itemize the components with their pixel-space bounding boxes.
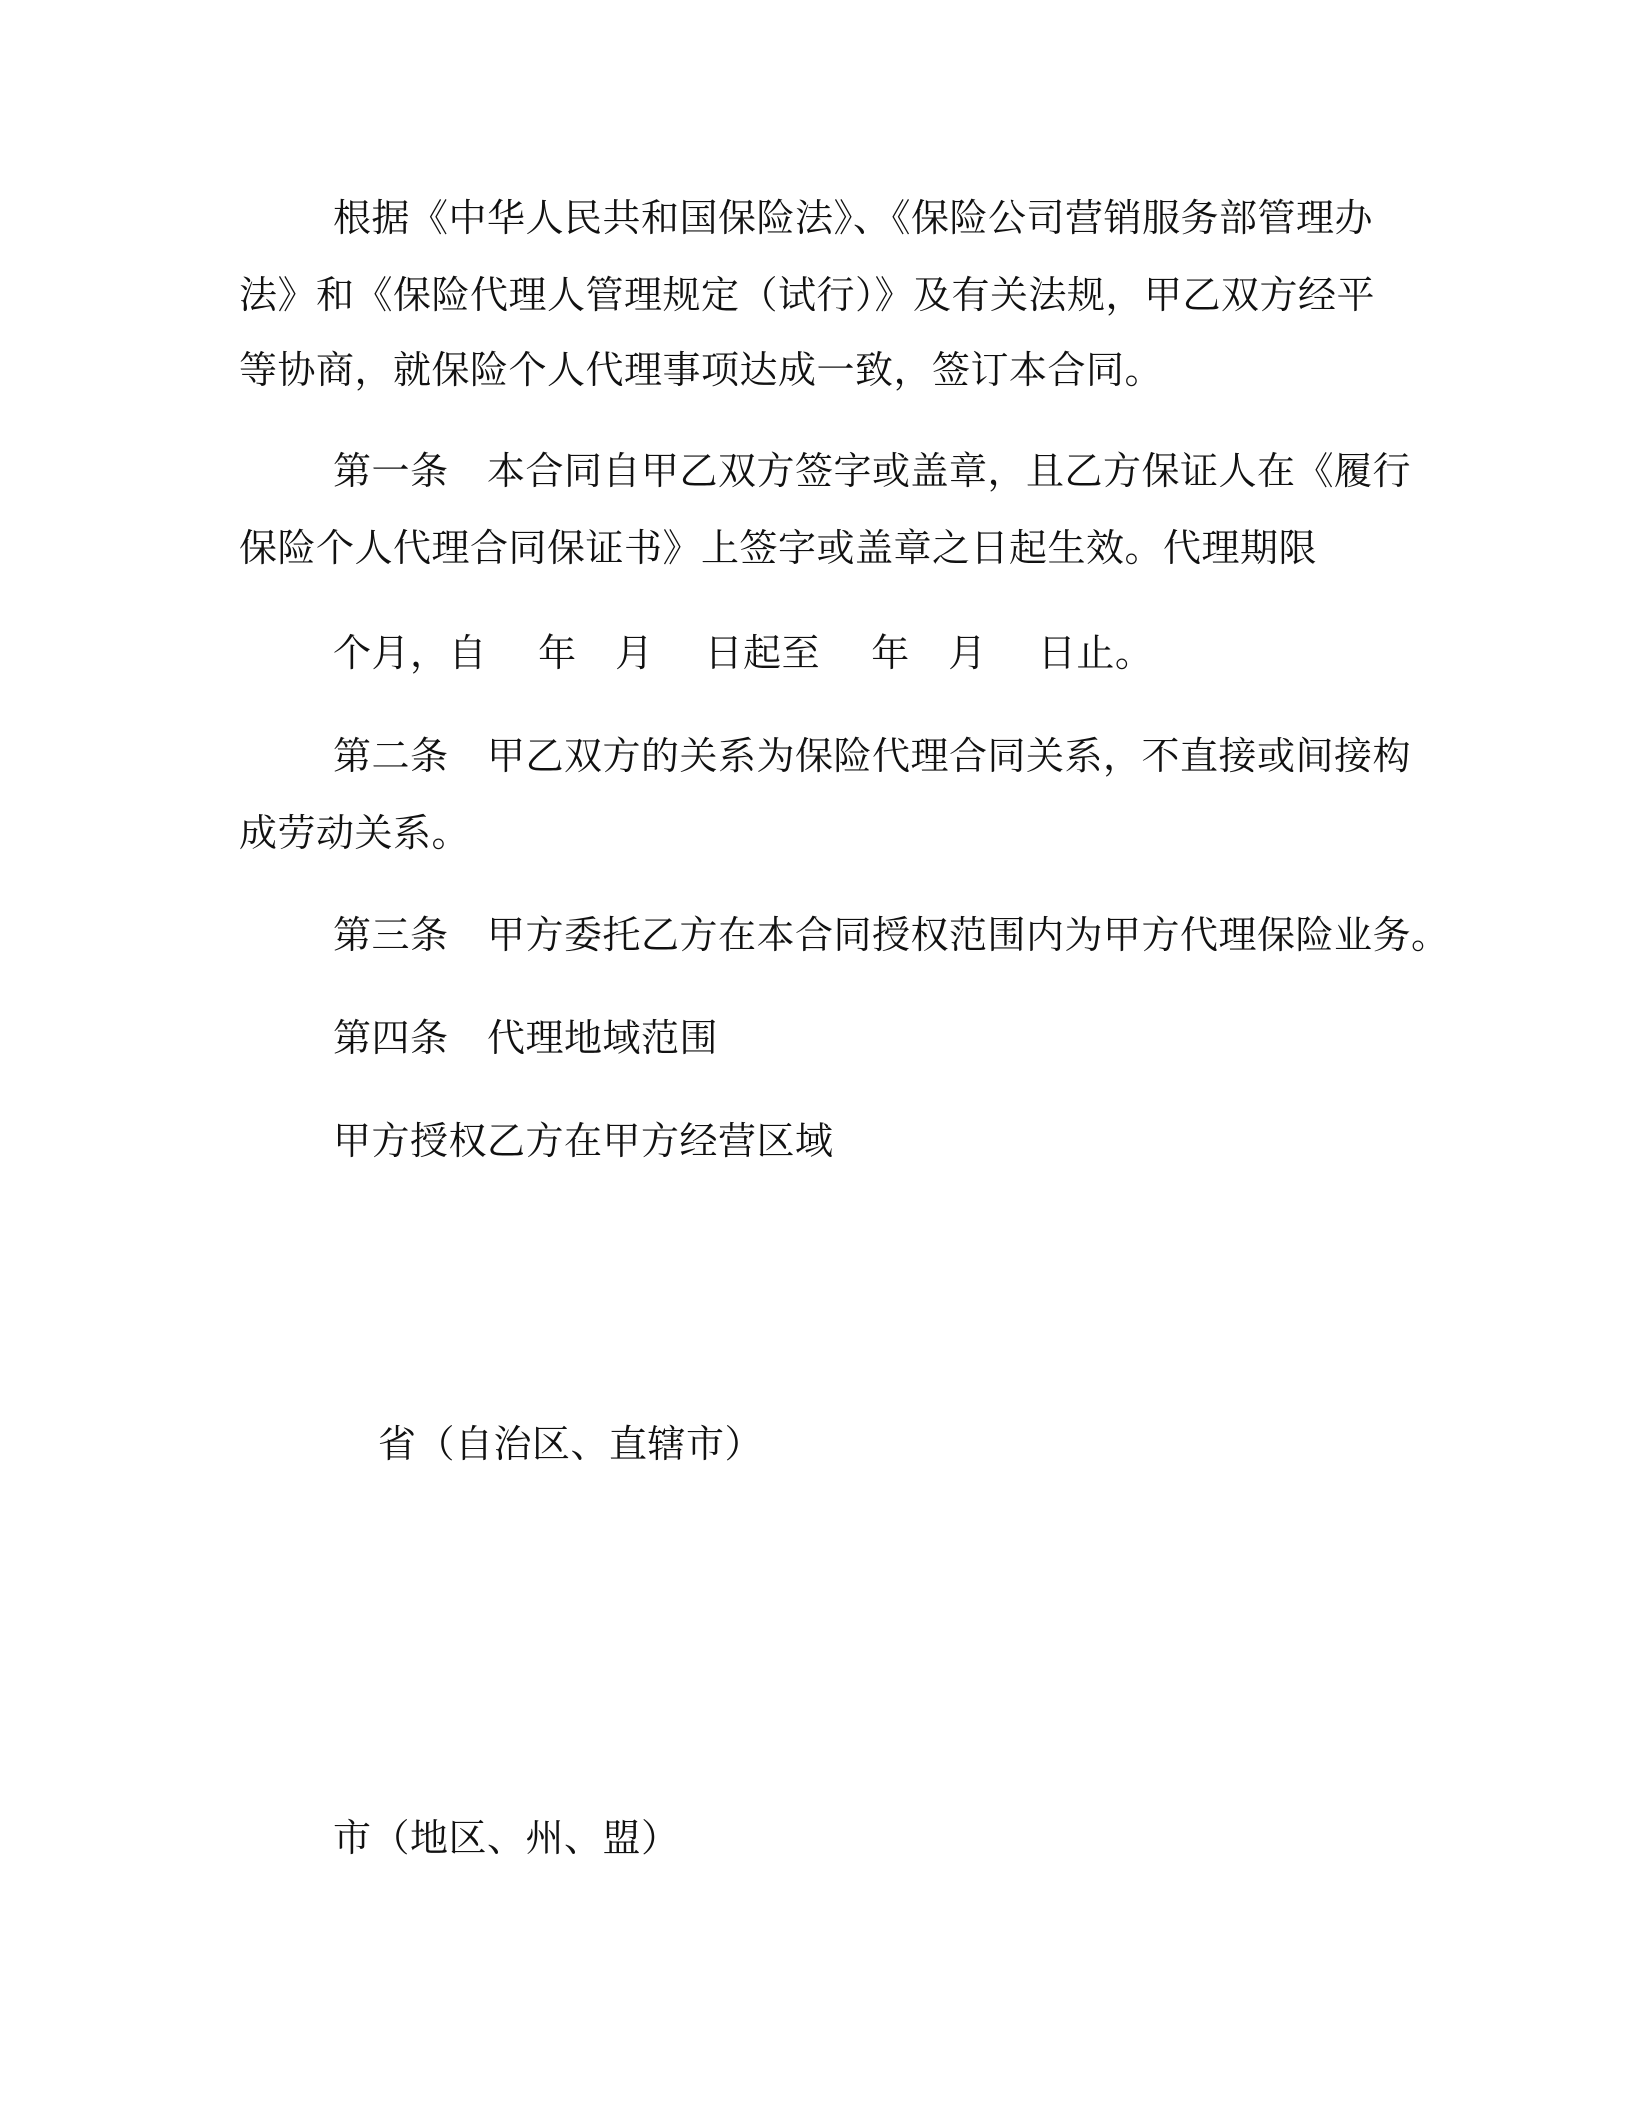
article-1-line-1: 第一条 本合同自甲乙双方签字或盖章，且乙方保证人在《履行 (333, 449, 1412, 493)
article-4-heading: 第四条 代理地域范围 (333, 1016, 719, 1060)
article-1-line-2: 保险个人代理合同保证书》上签字或盖章之日起生效。代理期限 (239, 526, 1318, 570)
article-2-line-1: 第二条 甲乙双方的关系为保险代理合同关系，不直接或间接构 (333, 734, 1412, 778)
preamble-line-3: 等协商，就保险个人代理事项达成一致，签订本合同。 (239, 348, 1164, 392)
article-4-province: 省（自治区、直辖市） (378, 1422, 764, 1466)
article-2-line-2: 成劳动关系。 (239, 811, 471, 855)
article-4-city: 市（地区、州、盟） (333, 1816, 680, 1860)
article-3-line-1: 第三条 甲方委托乙方在本合同授权范围内为甲方代理保险业务。 (333, 913, 1450, 957)
article-4-line-1: 甲方授权乙方在甲方经营区域 (333, 1119, 834, 1163)
preamble-line-2: 法》和《保险代理人管理规定（试行）》及有关法规，甲乙双方经平 (239, 273, 1376, 317)
article-1-line-3: 个月，自 年 月 日起至 年 月 日止。 (333, 631, 1154, 675)
preamble-line-1: 根据《中华人民共和国保险法》、《保险公司营销服务部管理办 (333, 196, 1374, 240)
